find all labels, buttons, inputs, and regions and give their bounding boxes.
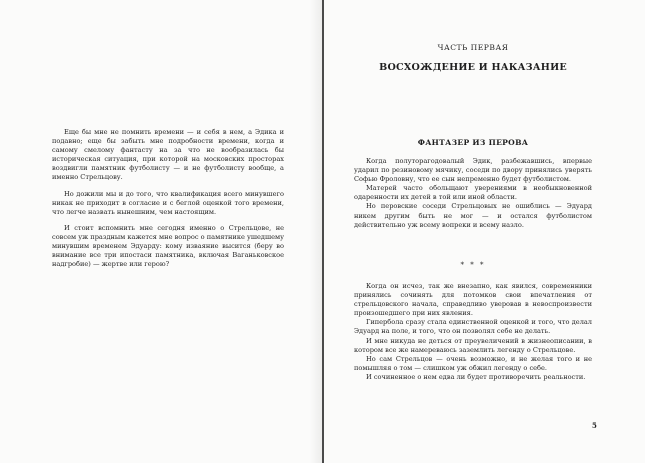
part-label: ЧАСТЬ ПЕРВАЯ	[437, 43, 509, 52]
paragraph: Когда полуторагодовалый Эдик, разбежавшись, впервые ударил по резиновому мячику, соседи по двору принялись уверять Софью Фроловну, что ее сын непременно будет футболистом.	[354, 157, 592, 184]
paragraph: И мне никуда не деться от преувеличений в жизнеописании, в котором все же намереваюсь заземлить легенду о Стрельцове.	[354, 336, 592, 354]
section-text-bottom	[354, 282, 592, 382]
paragraph: И стоит вспомнить мне сегодня именно о Стрельцове, не совсем уж праздным кажется мне вопрос о памятнике ушедшему минувшим временем Эдуарду: кому изваяние высится (беру во внимание все три ипостаси памятника, включая Ваганьковское надгробие) — жертве или герою?	[52, 223, 284, 269]
paragraph: Матерей часто обольщают уверениями в необыкновенной одаренности их детей в той или иной области.	[354, 184, 592, 202]
paragraph: Но перовские соседи Стрельцовых не ошиблись — Эдуард никем другим быть не мог — и остался футболистом действительно уж всему вопреки и всему назло.	[354, 202, 592, 229]
right-page	[324, 0, 645, 463]
left-page	[0, 0, 322, 463]
paragraph: Когда он исчез, так же внезапно, как явился, современники принялись сочинять для потомков свои впечатления от стрельцовского начала, справедливо уверовав в невоспроизвести произошедшего при них явления.	[354, 282, 592, 318]
paragraph: Гипербола сразу стала единственной оценкой и того, что делал Эдуард на поле, и того, что он позволял себе не делать.	[354, 318, 592, 336]
section-separator: * * *	[460, 261, 486, 269]
paragraph: Но сам Стрельцов — очень возможно, и не желая того и не помышляя о том — слишком уж обжил легенду о себе.	[354, 354, 592, 372]
section-title: ФАНТАЗЕР ИЗ ПЕРОВА	[417, 138, 529, 147]
paragraph: И сочиненное о нем едва ли будет противоречить реальности.	[366, 372, 586, 381]
chapter-title: ВОСХОЖДЕНИЕ И НАКАЗАНИЕ	[379, 62, 567, 73]
paragraph: Еще бы мне не помнить времени — и себя в нем, а Эдика и подавно; еще бы забыть мне подробности времени, когда и самому смелому фантасту на за что не вообразилась бы историческая ситуация, при которой на московских просторах воздвигли памятник футболисту — и не футболисту вообще, а именно Стрельцову.	[52, 128, 284, 182]
section-text-top	[354, 157, 592, 230]
left-page-text	[52, 128, 284, 269]
page-number: 5	[592, 421, 597, 430]
paragraph: Но дожили мы и до того, что квалификация всего минувшего никак не приходит в согласие и с беглой оценкой того времени, что легче назвать нынешним, чем настоящим.	[52, 189, 284, 216]
